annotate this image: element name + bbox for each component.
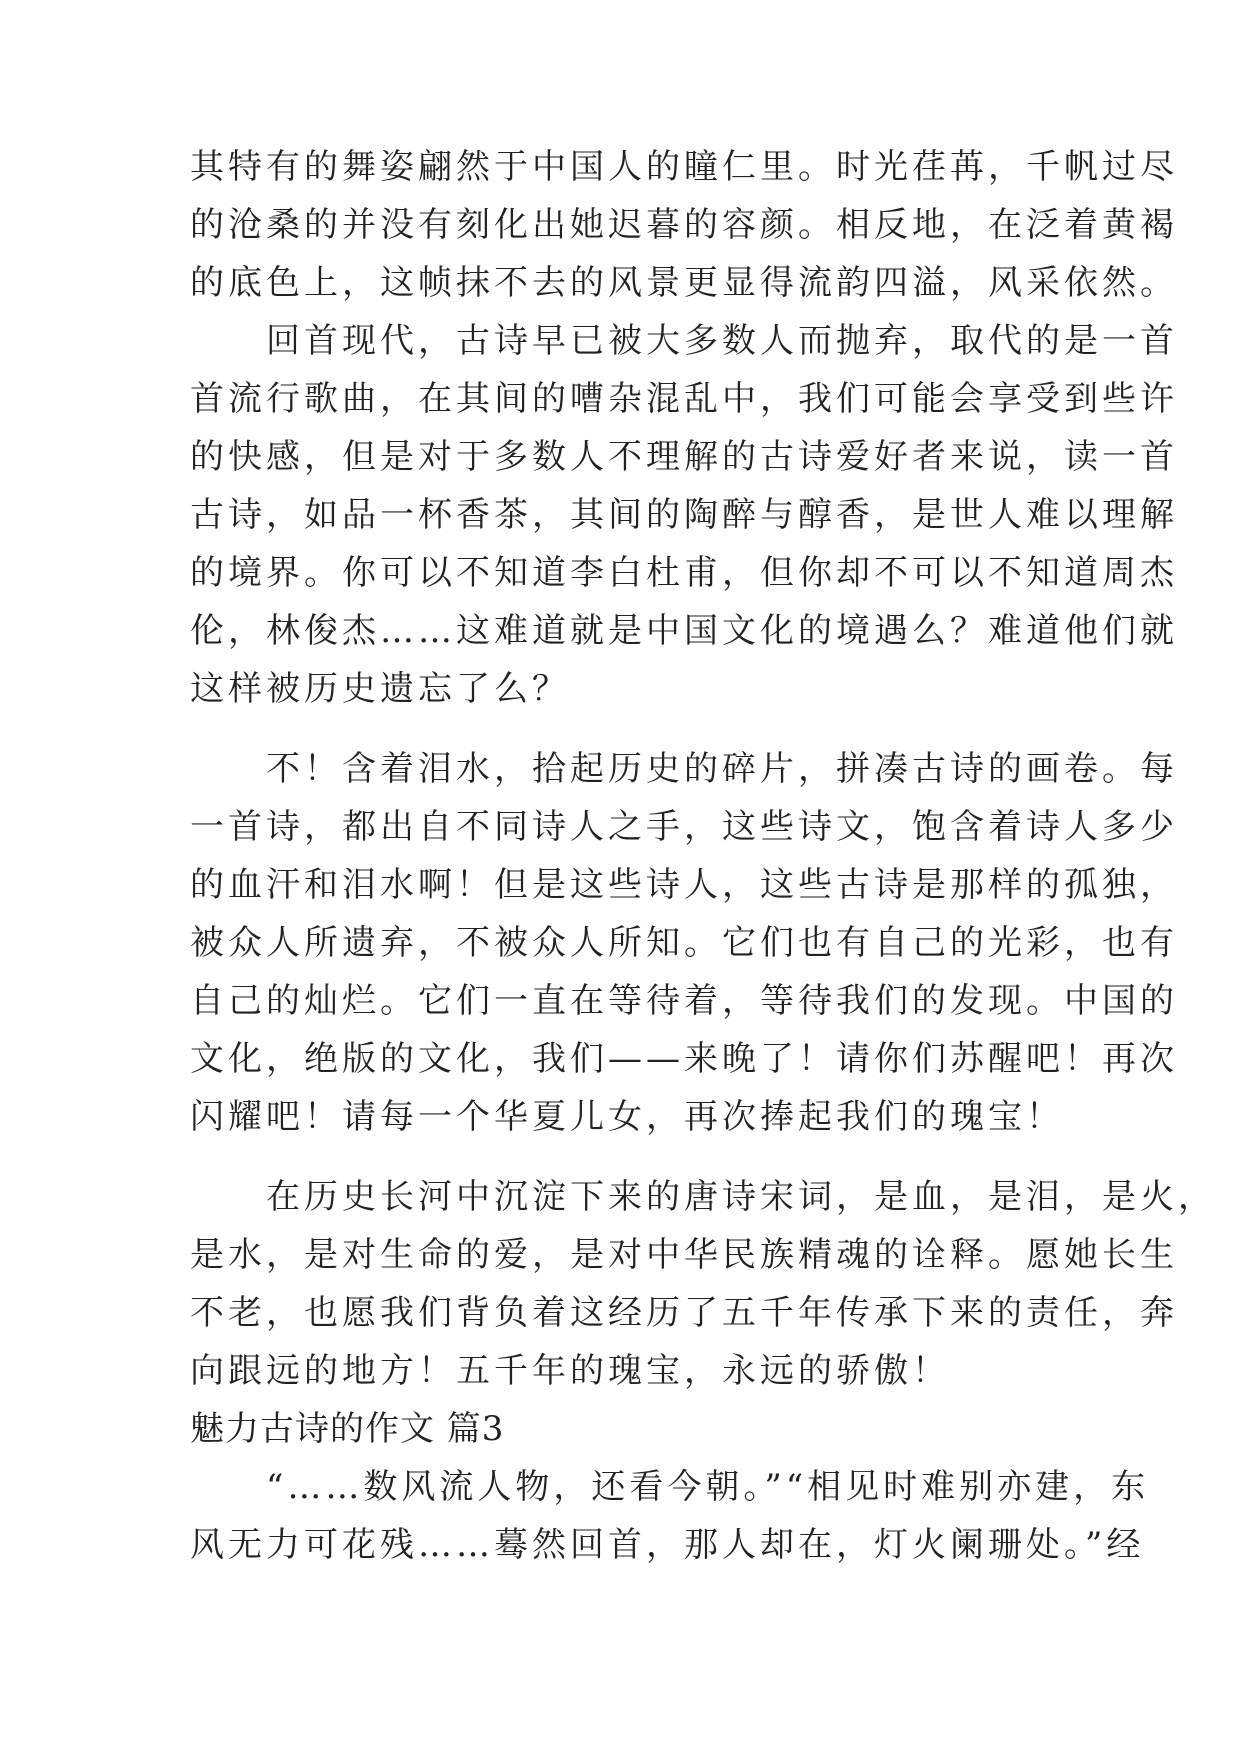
text-line: 首流行歌曲，在其间的嘈杂混乱中，我们可能会享受到些许 xyxy=(190,379,1178,419)
section-heading: 魅力古诗的作文 篇3 xyxy=(190,1409,505,1449)
text-line: 的底色上，这帧抹不去的风景更显得流韵四溢，风采依然。 xyxy=(190,263,1178,303)
text-line: 这样被历史遗忘了么？ xyxy=(190,669,570,709)
text-line: 向跟远的地方！五千年的瑰宝，永远的骄傲！ xyxy=(190,1351,950,1391)
text-line: 被众人所遗弃，不被众人所知。它们也有自己的光彩，也有 xyxy=(190,923,1178,963)
document-page xyxy=(190,0,1216,1754)
text-line: 古诗，如品一杯香茶，其间的陶醉与醇香，是世人难以理解 xyxy=(190,495,1178,535)
text-line: 的境界。你可以不知道李白杜甫，但你却不可以不知道周杰 xyxy=(190,553,1178,593)
text-line: 的沧桑的并没有刻化出她迟暮的容颜。相反地，在泛着黄褐 xyxy=(190,205,1178,245)
text-line: 不！含着泪水，拾起历史的碎片，拼凑古诗的画卷。每 xyxy=(190,749,1178,789)
text-line: 回首现代，古诗早已被大多数人而抛弃，取代的是一首 xyxy=(190,321,1178,361)
text-line: 闪耀吧！请每一个华夏儿女，再次捧起我们的瑰宝！ xyxy=(190,1097,1064,1137)
text-line: 伦，林俊杰……这难道就是中国文化的境遇么？难道他们就 xyxy=(190,611,1178,651)
text-line: 是水，是对生命的爱，是对中华民族精魂的诠释。愿她长生 xyxy=(190,1235,1178,1275)
text-line: 其特有的舞姿翩然于中国人的瞳仁里。时光荏苒，千帆过尽 xyxy=(190,147,1178,187)
text-line: 自己的灿烂。它们一直在等待着，等待我们的发现。中国的 xyxy=(190,981,1178,1021)
text-line: 一首诗，都出自不同诗人之手，这些诗文，饱含着诗人多少 xyxy=(190,807,1178,847)
text-line: 在历史长河中沉淀下来的唐诗宋词，是血，是泪，是火， xyxy=(190,1177,1216,1217)
text-line: 文化，绝版的文化，我们——来晚了！请你们苏醒吧！再次 xyxy=(190,1039,1178,1079)
text-line: 风无力可花残……蓦然回首，那人却在，灯火阑珊处。”经 xyxy=(190,1525,1145,1565)
text-line: 的快感，但是对于多数人不理解的古诗爱好者来说，读一首 xyxy=(190,437,1178,477)
text-line: “……数风流人物，还看今朝。”“相见时难别亦建，东 xyxy=(190,1467,1150,1507)
text-line: 的血汗和泪水啊！但是这些诗人，这些古诗是那样的孤独， xyxy=(190,865,1178,905)
text-line: 不老，也愿我们背负着这经历了五千年传承下来的责任，奔 xyxy=(190,1293,1178,1333)
